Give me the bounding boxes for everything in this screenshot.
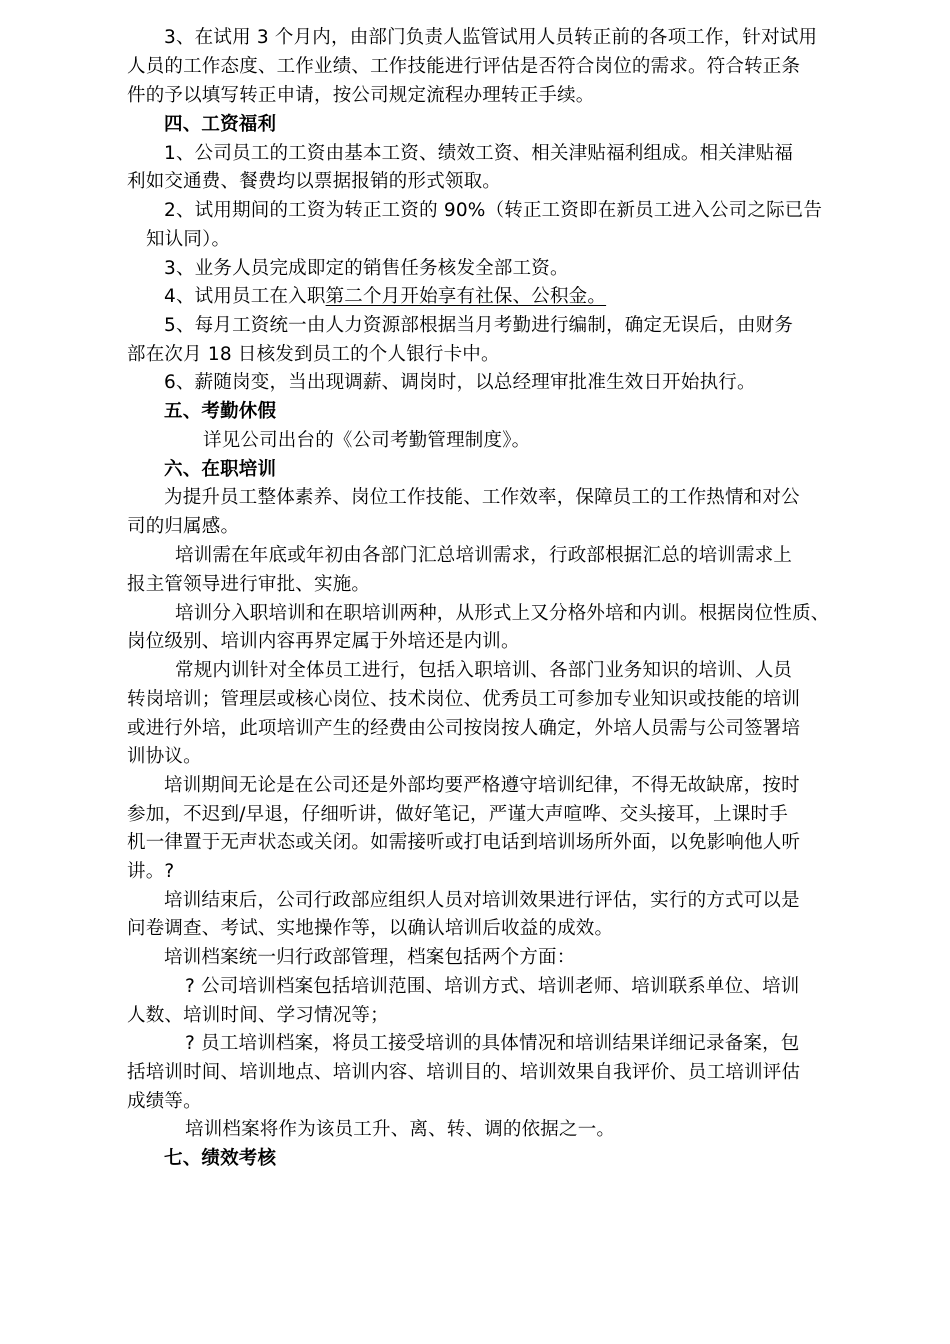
paragraph-line: 知认同）。 xyxy=(146,229,231,250)
paragraph-line: 部在次月 18 日核发到员工的个人银行卡中。 xyxy=(127,344,500,365)
paragraph-line: 培训档案将作为该员工升、离、转、调的依据之一。 xyxy=(185,1119,616,1140)
paragraph-line: 5、每月工资统一由人力资源部根据当月考勤进行编制，确定无误后，由财务 xyxy=(164,315,794,336)
paragraph-line: 培训档案统一归行政部管理，档案包括两个方面： xyxy=(164,947,576,968)
paragraph-line: 1、公司员工的工资由基本工资、绩效工资、相关津贴福利组成。相关津贴福 xyxy=(164,143,794,164)
paragraph-line: 培训分入职培训和在职培训两种，从形式上又分格外培和内训。根据岗位性质、 xyxy=(175,603,830,624)
paragraph-line: 3、业务人员完成即定的销售任务核发全部工资。 xyxy=(164,258,569,279)
paragraph-line: 为提升员工整体素养、岗位工作技能、工作效率，保障员工的工作热情和对公 xyxy=(164,487,800,508)
paragraph-text: 4、试用员工在入职 xyxy=(164,286,326,307)
section-heading-training: 六、在职培训 xyxy=(164,459,277,480)
paragraph-line: 人数、培训时间、学习情况等； xyxy=(127,1005,389,1026)
paragraph-line: ? 公司培训档案包括培训范围、培训方式、培训老师、培训联系单位、培训 xyxy=(185,976,800,997)
paragraph-line: 岗位级别、培训内容再界定属于外培还是内训。 xyxy=(127,631,520,652)
paragraph-line: 人员的工作态度、工作业绩、工作技能进行评估是否符合岗位的需求。符合转正条 xyxy=(127,56,801,77)
paragraph-line: 问卷调查、考试、实地操作等，以确认培训后收益的成效。 xyxy=(127,918,614,939)
paragraph-line: 司的归属感。 xyxy=(127,516,240,537)
paragraph-line: 转岗培训；管理层或核心岗位、技术岗位、优秀员工可参加专业知识或技能的培训 xyxy=(127,689,801,710)
paragraph-line: 报主管领导进行审批、实施。 xyxy=(127,574,371,595)
underlined-text: 第二个月开始享有社保、公积金。 xyxy=(325,286,607,307)
section-heading-attendance: 五、考勤休假 xyxy=(164,401,277,422)
paragraph-line: 成绩等。 xyxy=(127,1091,202,1112)
paragraph-line xyxy=(164,283,606,311)
paragraph-line: 培训需在年底或年初由各部门汇总培训需求，行政部根据汇总的培训需求上 xyxy=(175,545,793,566)
paragraph-line: 培训期间无论是在公司还是外部均要严格遵守培训纪律，不得无故缺席，按时 xyxy=(164,775,800,796)
paragraph-line: 训协议。 xyxy=(127,746,202,767)
paragraph-line: 参加，不迟到/早退，仔细听讲，做好笔记，严谨大声喧哗、交头接耳，上课时手 xyxy=(127,804,788,825)
paragraph-line: 6、薪随岗变，当出现调薪、调岗时，以总经理审批准生效日开始执行。 xyxy=(164,372,756,393)
paragraph-line: 常规内训针对全体员工进行，包括入职培训、各部门业务知识的培训、人员 xyxy=(175,660,793,681)
paragraph-line: 利如交通费、餐费均以票据报销的形式领取。 xyxy=(127,171,502,192)
paragraph-line: ? 员工培训档案，将员工接受培训的具体情况和培训结果详细记录备案，包 xyxy=(185,1033,800,1054)
paragraph-line: 2、试用期间的工资为转正工资的 90%（转正工资即在新员工进入公司之际已告 xyxy=(164,200,823,221)
section-heading-performance: 七、绩效考核 xyxy=(164,1148,277,1169)
paragraph-line: 件的予以填写转正申请，按公司规定流程办理转正手续。 xyxy=(127,85,595,106)
paragraph-line: 3、在试用 3 个月内，由部门负责人监管试用人员转正前的各项工作，针对试用 xyxy=(164,27,818,48)
paragraph-line: 讲。? xyxy=(127,861,175,882)
paragraph-line: 机一律置于无声状态或关闭。如需接听或打电话到培训场所外面，以免影响他人听 xyxy=(127,832,801,853)
paragraph-line: 详见公司出台的《公司考勤管理制度》。 xyxy=(203,430,531,451)
paragraph-line: 培训结束后，公司行政部应组织人员对培训效果进行评估，实行的方式可以是 xyxy=(164,890,800,911)
paragraph-line: 或进行外培，此项培训产生的经费由公司按岗按人确定，外培人员需与公司签署培 xyxy=(127,718,801,739)
paragraph-line: 括培训时间、培训地点、培训内容、培训目的、培训效果自我评价、员工培训评估 xyxy=(127,1062,801,1083)
section-heading-salary: 四、工资福利 xyxy=(164,114,277,135)
